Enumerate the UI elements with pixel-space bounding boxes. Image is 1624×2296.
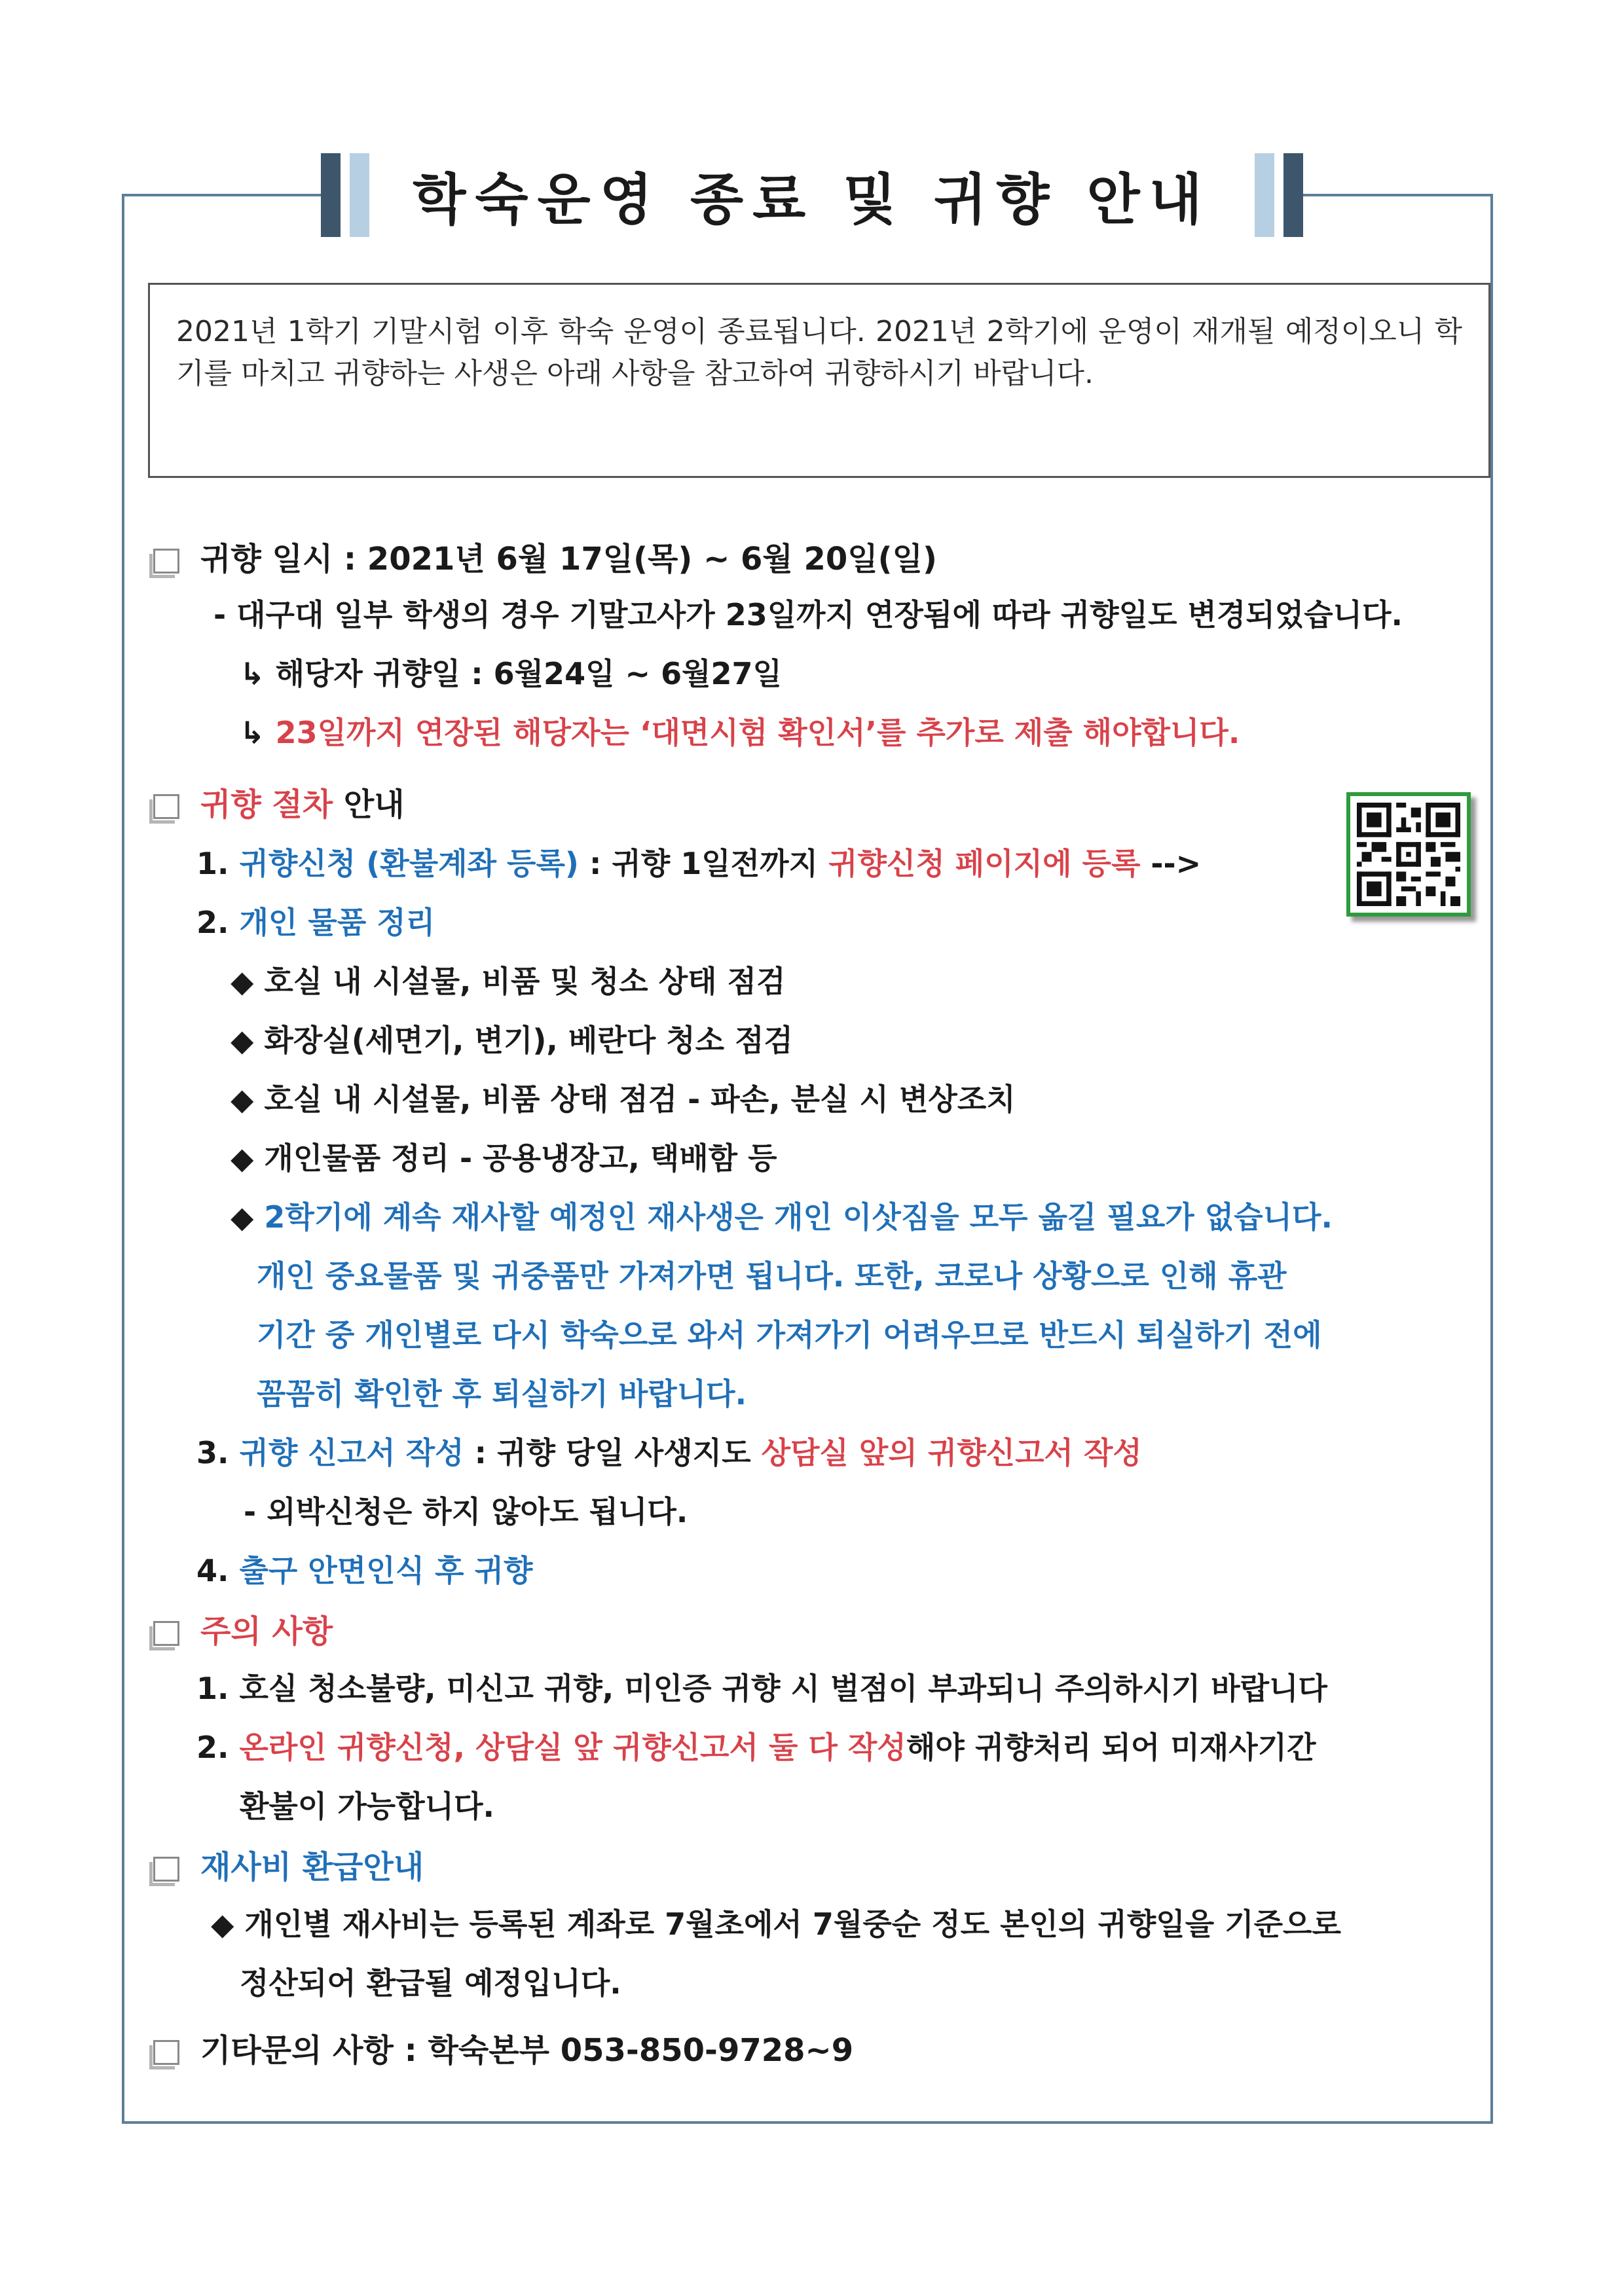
title-bar-light	[350, 153, 369, 237]
checkbox-icon	[149, 547, 178, 574]
procedure-step-2	[196, 899, 435, 942]
highlight-line: 개인 중요물품 및 귀중품만 가져가면 됩니다. 또한, 코로나 상황으로 인해 휴관	[257, 1258, 1287, 1294]
checkbox-icon	[149, 2039, 178, 2065]
document-requirement: 23일까지 연장된 해당자는 ‘대면시험 확인서’를 추가로 제출 해야합니다.	[275, 715, 1240, 750]
checklist-item-highlight	[231, 1194, 1333, 1237]
title-bar-light	[1255, 153, 1274, 237]
checkbox-icon	[149, 1620, 178, 1646]
qr-code-icon[interactable]	[1346, 792, 1471, 917]
qr-code-graphic	[1357, 803, 1460, 906]
checklist-item: ◆ 화장실(세면기, 변기), 베란다 청소 점검	[231, 1023, 793, 1058]
extension-note: - 대구대 일부 학생의 경우 기말고사가 23일까지 연장됨에 따라 귀향일도 변경되었습니다.	[213, 597, 1403, 632]
caution-highlight: 온라인 귀향신청, 상담실 앞 귀향신고서 둘 다 작성	[239, 1730, 906, 1765]
step-3-note: - 외박신청은 하지 않아도 됩니다.	[244, 1494, 688, 1529]
step-number: 4.	[196, 1553, 240, 1588]
title-left-bars	[321, 153, 369, 237]
section-cautions	[149, 1606, 333, 1651]
section-contact	[149, 2025, 853, 2070]
section-refund	[149, 1842, 424, 1887]
step-highlight: 상담실 앞의 귀향신고서 작성	[761, 1435, 1142, 1470]
extension-return-dates: ↳ 해당자 귀향일 : 6월24일 ~ 6월27일	[240, 656, 782, 691]
section-heading-highlight: 귀향 절차	[200, 786, 333, 823]
highlight-line: 꼼꼼히 확인한 후 퇴실하기 바랍니다.	[257, 1376, 747, 1412]
step-title: 귀향 신고서 작성	[239, 1435, 464, 1470]
sub-arrow: ↳	[240, 715, 276, 750]
page-title: 학숙운영 종료 및 귀향 안내	[413, 167, 1211, 232]
caution-text: 해야 귀향처리 되어 미재사기간	[906, 1730, 1316, 1765]
section-heading: 재사비 환급안내	[200, 1849, 424, 1886]
step-number: 3.	[196, 1435, 240, 1470]
checkbox-icon	[149, 793, 178, 819]
step-title: 개인 물품 정리	[239, 905, 435, 940]
section-return-date	[149, 534, 937, 579]
section-procedure	[149, 779, 405, 824]
contact-text: 기타문의 사항 : 학숙본부 053-850-9728~9	[200, 2032, 854, 2069]
procedure-step-1	[196, 840, 1201, 883]
intro-box	[148, 283, 1490, 478]
title-right-bars	[1255, 153, 1303, 237]
intro-text: 2021년 1학기 기말시험 이후 학숙 운영이 종료됩니다. 2021년 2학기에 운영이 재개될 예정이오니 학기를 마치고 귀향하는 사생은 아래 사항을 참고하여 귀향하시기 바랍니다.	[176, 315, 1462, 390]
section-heading: 귀향 일시 : 2021년 6월 17일(목) ~ 6월 20일(일)	[200, 541, 937, 577]
highlight-line: 기간 중 개인별로 다시 학숙으로 와서 가져가기 어려우므로 반드시 퇴실하기 전에	[257, 1317, 1322, 1353]
step-text: : 귀향 1일전까지	[578, 846, 829, 881]
step-text: : 귀향 당일 사생지도	[464, 1435, 762, 1470]
step-number: 2.	[196, 1730, 240, 1765]
title-banner	[321, 149, 1303, 241]
step-number: 2.	[196, 905, 240, 940]
checklist-item: ◆ 개인물품 정리 - 공용냉장고, 택배함 등	[231, 1140, 777, 1176]
procedure-step-4	[196, 1547, 532, 1590]
section-heading: 주의 사항	[200, 1613, 333, 1650]
step-number: 1.	[196, 846, 240, 881]
checkbox-icon	[149, 1855, 178, 1882]
diamond-bullet: ◆	[231, 1199, 265, 1235]
section-heading-rest: 안내	[333, 786, 405, 823]
extension-document-note	[240, 709, 1240, 752]
checklist-item: ◆ 호실 내 시설물, 비품 및 청소 상태 점검	[231, 964, 786, 999]
title-bar-dark	[321, 153, 341, 237]
procedure-step-3	[196, 1429, 1142, 1472]
caution-item-1: 1. 호실 청소불량, 미신고 귀향, 미인증 귀향 시 벌점이 부과되니 주의하시기 바랍니다	[196, 1671, 1327, 1706]
title-bar-dark	[1283, 153, 1303, 237]
refund-item-continued: 정산되어 환급될 예정입니다.	[240, 1965, 621, 2001]
checklist-item: ◆ 호실 내 시설물, 비품 상태 점검 - 파손, 분실 시 변상조치	[231, 1082, 1016, 1117]
step-title: 출구 안면인식 후 귀향	[239, 1553, 533, 1588]
caution-item-2-continued: 환불이 가능합니다.	[240, 1789, 494, 1824]
step-title: 귀향신청 (환불계좌 등록)	[239, 846, 579, 881]
step-arrow: -->	[1140, 846, 1202, 881]
caution-item-2	[196, 1724, 1316, 1767]
step-highlight: 귀향신청 페이지에 등록	[828, 846, 1141, 881]
highlight-line: 2학기에 계속 재사할 예정인 재사생은 개인 이삿짐을 모두 옮길 필요가 없습니다.	[264, 1199, 1333, 1235]
refund-item: ◆ 개인별 재사비는 등록된 계좌로 7월초에서 7월중순 정도 본인의 귀향일을 기준으로	[211, 1906, 1341, 1942]
